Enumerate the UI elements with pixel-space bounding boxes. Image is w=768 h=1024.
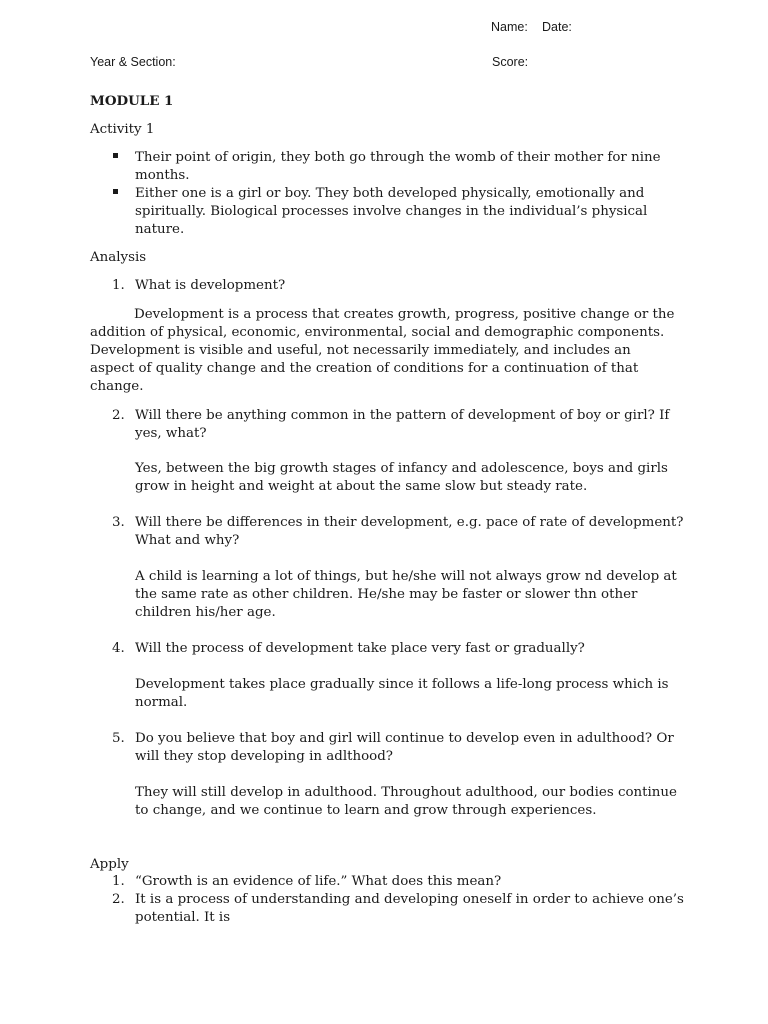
analysis-question-5 [90, 730, 690, 766]
question-text: Will there be differences in their development, e.g. pace of rate of development? What and why? [135, 515, 684, 548]
item-number: 5. [112, 731, 125, 746]
square-bullet-icon [113, 189, 118, 194]
activity-bullet-list [90, 149, 690, 239]
apply-item-2 [90, 891, 690, 927]
item-number: 4. [112, 641, 125, 656]
date-label: Date: [542, 20, 572, 34]
list-item [90, 185, 690, 239]
apply-heading: Apply [90, 857, 129, 872]
analysis-answer-3: A child is learning a lot of things, but he/she will not always grow nd develop at the same rate as other children. He/she may be faster or slower thn other children his/her age. [135, 569, 677, 620]
bullet-text: Their point of origin, they both go through the womb of their mother for nine months. [135, 150, 661, 183]
analysis-question-3 [90, 514, 690, 550]
module-title: MODULE 1 [90, 93, 174, 109]
question-text: Will the process of development take place very fast or gradually? [135, 641, 585, 656]
year-section-label: Year & Section: [90, 55, 176, 69]
question-text: What is development? [135, 278, 286, 293]
question-text: Do you believe that boy and girl will continue to develop even in adulthood? Or will they stop developing in adlthood? [135, 731, 674, 764]
apply-item-1 [90, 873, 690, 891]
item-number: 3. [112, 515, 125, 530]
item-number: 1. [112, 278, 125, 293]
apply-text: “Growth is an evidence of life.” What does this mean? [135, 874, 502, 889]
analysis-answer-1: Development is a process that creates growth, progress, positive change or the addition of physical, economic, environmental, social and demographic components. Development is visible and useful, not necessarily immediately, and includes an aspect of quality change and the creation of conditions for a continuation of that change. [90, 307, 675, 394]
question-text: Will there be anything common in the pattern of development of boy or girl? If yes, what? [135, 408, 670, 441]
item-number: 2. [112, 408, 125, 423]
analysis-answer-5: They will still develop in adulthood. Throughout adulthood, our bodies continue to change, and we continue to learn and grow through experiences. [135, 785, 677, 818]
item-number: 1. [112, 874, 125, 889]
bullet-text: Either one is a girl or boy. They both developed physically, emotionally and spiritually. Biological processes involve changes in the individual’s physical nature. [135, 186, 648, 237]
score-label: Score: [492, 55, 529, 69]
apply-text: It is a process of understanding and developing oneself in order to achieve one’s potential. It is [135, 892, 684, 925]
analysis-heading: Analysis [90, 250, 147, 265]
activity-heading: Activity 1 [90, 122, 155, 137]
analysis-question-2 [90, 407, 690, 443]
name-label: Name: [491, 20, 528, 34]
square-bullet-icon [113, 153, 118, 158]
analysis-question-4 [90, 640, 690, 658]
analysis-answer-2: Yes, between the big growth stages of infancy and adolescence, boys and girls grow in height and weight at about the same slow but steady rate. [135, 461, 668, 494]
item-number: 2. [112, 892, 125, 907]
list-item [90, 149, 690, 185]
analysis-question-1 [90, 277, 690, 295]
analysis-answer-4: Development takes place gradually since it follows a life-long process which is normal. [135, 677, 669, 710]
